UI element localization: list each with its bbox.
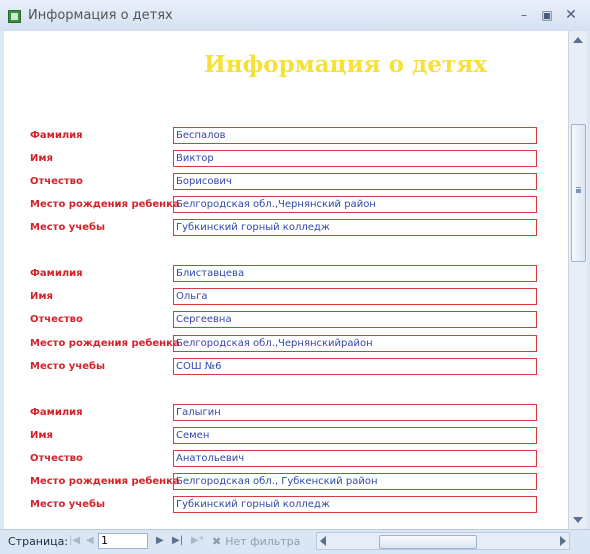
name-label: Имя	[30, 291, 53, 302]
vertical-scroll-thumb[interactable]	[571, 124, 586, 262]
last-page-icon[interactable]: ▶|	[172, 535, 184, 546]
surname-label: Фамилия	[30, 407, 83, 418]
filter-icon: ✖	[212, 535, 222, 548]
horizontal-scroll-thumb[interactable]	[379, 535, 477, 549]
grip-icon	[576, 187, 581, 189]
scroll-left-arrow-icon[interactable]	[320, 536, 326, 546]
title-bar[interactable]	[0, 0, 590, 31]
patronymic-label: Отчество	[30, 176, 83, 187]
birthplace-label: Место рождения ребенка	[30, 338, 180, 349]
name-field[interactable]: Виктор	[173, 150, 537, 167]
horizontal-scrollbar[interactable]	[316, 532, 570, 550]
minimize-button[interactable]: –	[521, 8, 527, 22]
maximize-button[interactable]: ▣	[541, 8, 553, 22]
window-title: Информация о детях	[28, 8, 173, 23]
birthplace-field[interactable]: Белгородская обл., Губкенский район	[173, 473, 537, 490]
surname-field[interactable]: Блиставцева	[173, 265, 537, 282]
patronymic-field[interactable]: Сергеевна	[173, 311, 537, 328]
vertical-scrollbar[interactable]	[568, 31, 587, 529]
close-button[interactable]: ✕	[565, 7, 577, 23]
surname-label: Фамилия	[30, 130, 83, 141]
name-field[interactable]: Ольга	[173, 288, 537, 305]
surname-field[interactable]: Беспалов	[173, 127, 537, 144]
patronymic-label: Отчество	[30, 453, 83, 464]
school-label: Место учебы	[30, 499, 105, 510]
report-title: Информация о детях	[204, 51, 487, 78]
first-page-icon[interactable]: |◀	[69, 535, 81, 546]
name-label: Имя	[30, 153, 53, 164]
school-label: Место учебы	[30, 361, 105, 372]
filter-label: Нет фильтра	[225, 535, 301, 548]
next-page-icon[interactable]: ▶	[156, 535, 164, 546]
scroll-right-arrow-icon[interactable]	[560, 536, 566, 546]
school-field[interactable]: СОШ №6	[173, 358, 537, 375]
previous-page-icon[interactable]: ◀	[86, 535, 94, 546]
patronymic-field[interactable]: Анатольевич	[173, 450, 537, 467]
filter-status[interactable]	[212, 533, 300, 550]
birthplace-field[interactable]: Белгородская обл.,Чернянский район	[173, 196, 537, 213]
report-page	[4, 31, 568, 529]
name-label: Имя	[30, 430, 53, 441]
record-navigation-bar	[0, 529, 590, 554]
birthplace-label: Место рождения ребенка	[30, 199, 180, 210]
report-icon	[8, 10, 21, 23]
name-field[interactable]: Семен	[173, 427, 537, 444]
surname-label: Фамилия	[30, 268, 83, 279]
page-number-input[interactable]: 1	[98, 533, 148, 549]
new-record-icon[interactable]: ▶*	[191, 535, 204, 546]
patronymic-label: Отчество	[30, 314, 83, 325]
school-label: Место учебы	[30, 222, 105, 233]
school-field[interactable]: Губкинский горный колледж	[173, 219, 537, 236]
birthplace-field[interactable]: Белгородская обл.,Чернянскийрайон	[173, 335, 537, 352]
birthplace-label: Место рождения ребенка	[30, 476, 180, 487]
page-label: Страница:	[8, 535, 69, 548]
patronymic-field[interactable]: Борисович	[173, 173, 537, 190]
school-field[interactable]: Губкинский горный колледж	[173, 496, 537, 513]
scroll-up-arrow-icon[interactable]	[573, 37, 583, 43]
scroll-down-arrow-icon[interactable]	[573, 517, 583, 523]
surname-field[interactable]: Галыгин	[173, 404, 537, 421]
